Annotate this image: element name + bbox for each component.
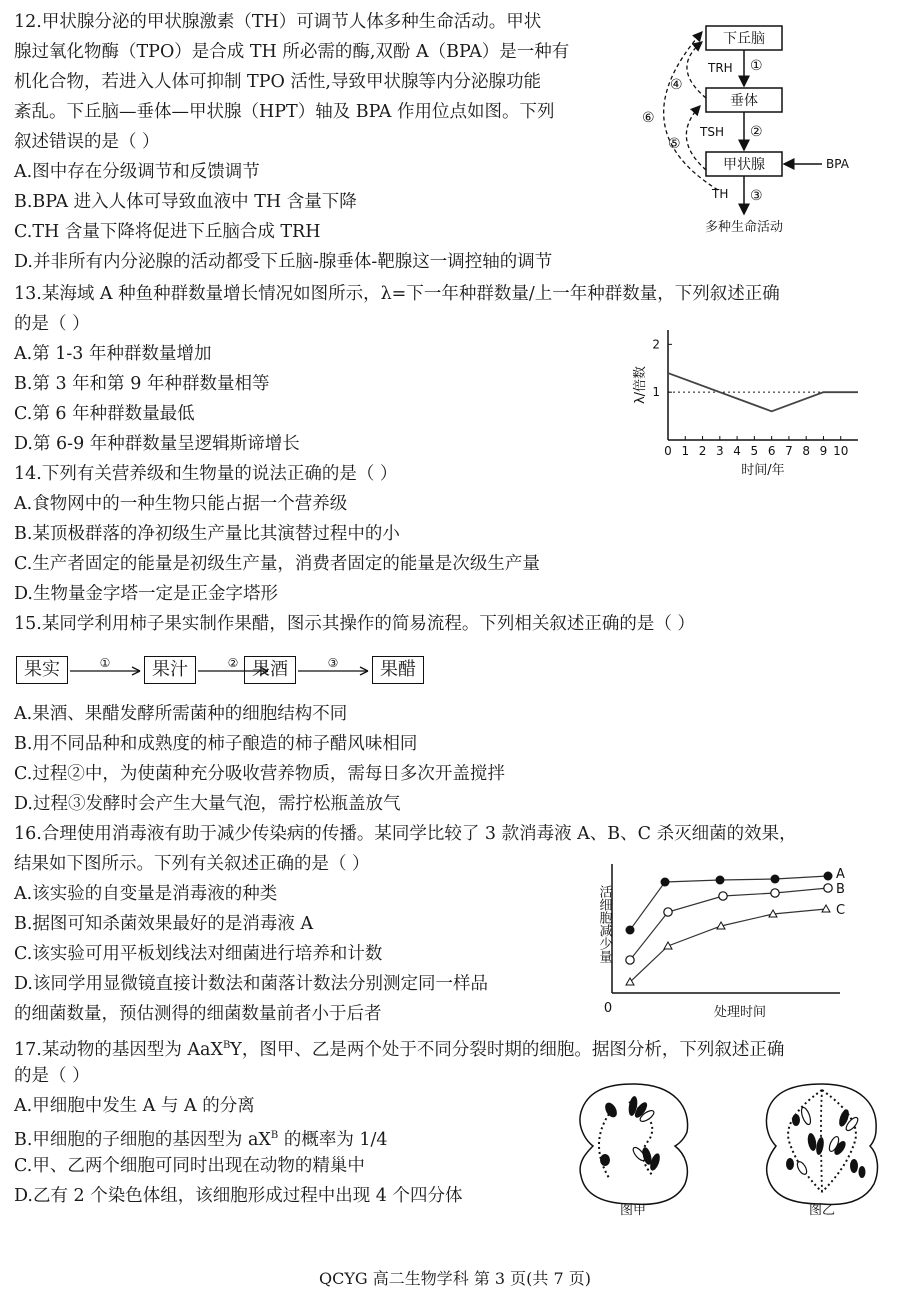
chart-x-tick-label: 9 — [819, 444, 828, 458]
chart-x-tick-label: 1 — [681, 444, 690, 458]
q12-option-a: A.图中存在分级调节和反馈调节 — [14, 162, 260, 182]
num-6: ⑥ — [642, 110, 655, 126]
q12-line-5: 叙述错误的是（ ） — [14, 132, 160, 152]
q16-line-2: 结果如下图所示。下列有关叙述正确的是（ ） — [14, 854, 370, 874]
q17-line-1-sup: B — [222, 1040, 231, 1051]
num-1: ① — [750, 58, 763, 74]
series-b-point — [719, 892, 727, 900]
lambda-chart — [633, 320, 870, 490]
q16-ylabel: 活细胞减少量 — [596, 885, 612, 963]
chart-x-tick-label: 4 — [733, 444, 741, 458]
flow-step-2: ② — [227, 656, 239, 670]
q17-line-1-post: Y，图甲、乙是两个处于不同分裂时期的细胞。据图分析，下列叙述正确 — [230, 1039, 785, 1060]
q16-option-a: A.该实验的自变量是消毒液的种类 — [14, 884, 278, 904]
label-c: C — [836, 903, 846, 918]
q16-option-d: D.该同学用显微镜直接计数法和菌落计数法分别测定同一样品 — [14, 974, 488, 994]
box-hypothalamus-label: 下丘脑 — [723, 31, 765, 47]
q14-option-b: B.某顶极群落的净初级生产量比其演替过程中的小 — [14, 524, 400, 544]
q16-origin: 0 — [603, 1001, 613, 1016]
flow-box-fruit: 果实 — [16, 656, 68, 684]
q16-option-d-cont: 的细菌数量，预估测得的细菌数量前者小于后者 — [14, 1004, 382, 1024]
chart-x-tick-label: 2 — [698, 444, 707, 458]
series-b-point — [664, 908, 672, 916]
label-b: B — [836, 882, 845, 897]
q17-line-1-pre: 17.某动物的基因型为 AaX — [14, 1039, 223, 1060]
q12-option-b: B.BPA 进入人体可导致血液中 TH 含量下降 — [14, 192, 357, 212]
q12-option-c: C.TH 含量下降将促进下丘脑合成 TRH — [14, 222, 321, 242]
q15-option-b: B.用不同品种和成熟度的柿子酿造的柿子醋风味相同 — [14, 734, 418, 754]
chart-y-tick-label: 1 — [652, 385, 660, 400]
q12-line-2: 腺过氧化物酶（TPO）是合成 TH 所必需的酶,双酚 A（BPA）是一种有 — [14, 42, 570, 62]
q16-xlabel: 处理时间 — [713, 1005, 767, 1020]
q17-option-b-pre: B.甲细胞的子细胞的基因型为 aX — [14, 1129, 271, 1150]
chart-ylabel: λ/倍数 — [633, 365, 648, 405]
cell-jia-figure — [575, 1080, 695, 1216]
num-3: ③ — [750, 188, 763, 204]
chart-x-tick-label: 8 — [802, 444, 811, 458]
q17-option-a: A.甲细胞中发生 A 与 A 的分离 — [14, 1096, 255, 1116]
cell-yi-caption: 图乙 — [808, 1203, 836, 1218]
q13-option-b: B.第 3 年和第 9 年种群数量相等 — [14, 374, 270, 394]
feedback-arrow-4 — [687, 42, 706, 98]
q17-line-1 — [14, 1034, 784, 1062]
q12-line-3: 机化合物，若进入人体可抑制 TPO 活性,导致甲状腺等内分泌腺功能 — [14, 72, 541, 92]
q12-line-1: 12.甲状腺分泌的甲状腺激素（TH）可调节人体多种生命活动。甲状 — [14, 12, 542, 32]
q15-line-1: 15.某同学利用柿子果实制作果醋，图示其操作的简易流程。下列相关叙述正确的是（ ） — [14, 614, 695, 634]
label-th: TH — [712, 187, 729, 201]
chart-x-tick-label: 3 — [715, 444, 724, 458]
flow-step-1: ① — [99, 656, 111, 670]
num-5: ⑤ — [668, 136, 681, 152]
num-2: ② — [750, 124, 763, 140]
q17-option-b-sup: B — [270, 1130, 279, 1141]
q16-option-b: B.据图可知杀菌效果最好的是消毒液 A — [14, 914, 314, 934]
flow-step-3: ③ — [327, 656, 339, 670]
chart-x-tick-label: 6 — [767, 444, 776, 458]
cell-jia-caption: 图甲 — [619, 1203, 647, 1218]
series-a-point — [716, 876, 725, 885]
label-trh: TRH — [708, 61, 733, 75]
flow-box-wine: 果酒 — [244, 656, 296, 684]
q17-option-b — [14, 1124, 388, 1152]
label-bottom: 多种生命活动 — [704, 220, 784, 235]
series-b-point — [626, 956, 634, 964]
flow-box-juice: 果汁 — [144, 656, 196, 684]
q13-option-c: C.第 6 年种群数量最低 — [14, 404, 195, 424]
disinfectant-chart — [590, 858, 860, 1028]
chart-x-tick-label: 5 — [750, 444, 759, 458]
q17-option-d: D.乙有 2 个染色体组，该细胞形成过程中出现 4 个四分体 — [14, 1186, 463, 1206]
series-a-point — [771, 875, 780, 884]
q17-line-2: 的是（ ） — [14, 1066, 90, 1086]
chart-x-tick-label: 7 — [785, 444, 793, 458]
q13-line-2: 的是（ ） — [14, 314, 90, 334]
box-thyroid-label: 甲状腺 — [723, 157, 765, 173]
series-a-point — [824, 872, 833, 881]
q17-option-b-post: 的概率为 1/4 — [278, 1129, 388, 1150]
box-pituitary-label: 垂体 — [730, 93, 758, 109]
q13-option-a: A.第 1-3 年种群数量增加 — [14, 344, 212, 364]
q14-option-c: C.生产者固定的能量是初级生产量，消费者固定的能量是次级生产量 — [14, 554, 540, 574]
q14-option-d: D.生物量金字塔一定是正金字塔形 — [14, 584, 278, 604]
series-c-line — [630, 909, 826, 982]
q12-option-d: D.并非所有内分泌腺的活动都受下丘脑-腺垂体-靶腺这一调控轴的调节 — [14, 252, 553, 272]
series-c-point — [822, 905, 830, 912]
chart-y-tick-label: 2 — [652, 337, 660, 352]
q16-line-1: 16.合理使用消毒液有助于减少传染病的传播。某同学比较了 3 款消毒液 A、B、C 杀灭细菌的效果， — [14, 824, 797, 844]
label-tsh: TSH — [700, 125, 724, 139]
q15-option-d: D.过程③发酵时会产生大量气泡，需拧松瓶盖放气 — [14, 794, 401, 814]
q14-line-1: 14.下列有关营养级和生物量的说法正确的是（ ） — [14, 464, 398, 484]
q12-line-4: 紊乱。下丘脑—垂体—甲状腺（HPT）轴及 BPA 作用位点如图。下列 — [14, 102, 555, 122]
flow-box-vinegar: 果醋 — [372, 656, 424, 684]
hpt-axis-diagram — [630, 18, 880, 240]
series-a-point — [626, 926, 635, 935]
label-a: A — [836, 867, 845, 882]
q13-option-d: D.第 6-9 年种群数量呈逻辑斯谛增长 — [14, 434, 300, 454]
label-bpa: BPA — [826, 157, 849, 171]
num-4: ④ — [670, 77, 683, 93]
chart-x-tick-label: 10 — [833, 444, 849, 458]
q15-option-a: A.果酒、果醋发酵所需菌种的细胞结构不同 — [14, 704, 348, 724]
q13-line-1: 13.某海域 A 种鱼种群数量增长情况如图所示，λ=下一年种群数量/上一年种群数量，下列叙述正确 — [14, 284, 780, 304]
chart-x-tick-label: 0 — [664, 444, 672, 458]
cell-yi-figure — [760, 1080, 886, 1216]
flow-arrow-3 — [298, 656, 370, 684]
series-b-point — [771, 889, 779, 897]
flow-arrow-1 — [70, 656, 142, 684]
q16-option-c: C.该实验可用平板划线法对细菌进行培养和计数 — [14, 944, 383, 964]
series-a-point — [661, 878, 670, 887]
q15-option-c: C.过程②中，为使菌种充分吸收营养物质，需每日多次开盖搅拌 — [14, 764, 505, 784]
q14-option-a: A.食物网中的一种生物只能占据一个营养级 — [14, 494, 348, 514]
chart-xlabel: 时间/年 — [741, 463, 785, 478]
page-footer: QCYG 高二生物学科 第 3 页(共 7 页) — [318, 1269, 592, 1288]
series-b-point — [824, 884, 832, 892]
q17-option-c: C.甲、乙两个细胞可同时出现在动物的精巢中 — [14, 1156, 365, 1176]
